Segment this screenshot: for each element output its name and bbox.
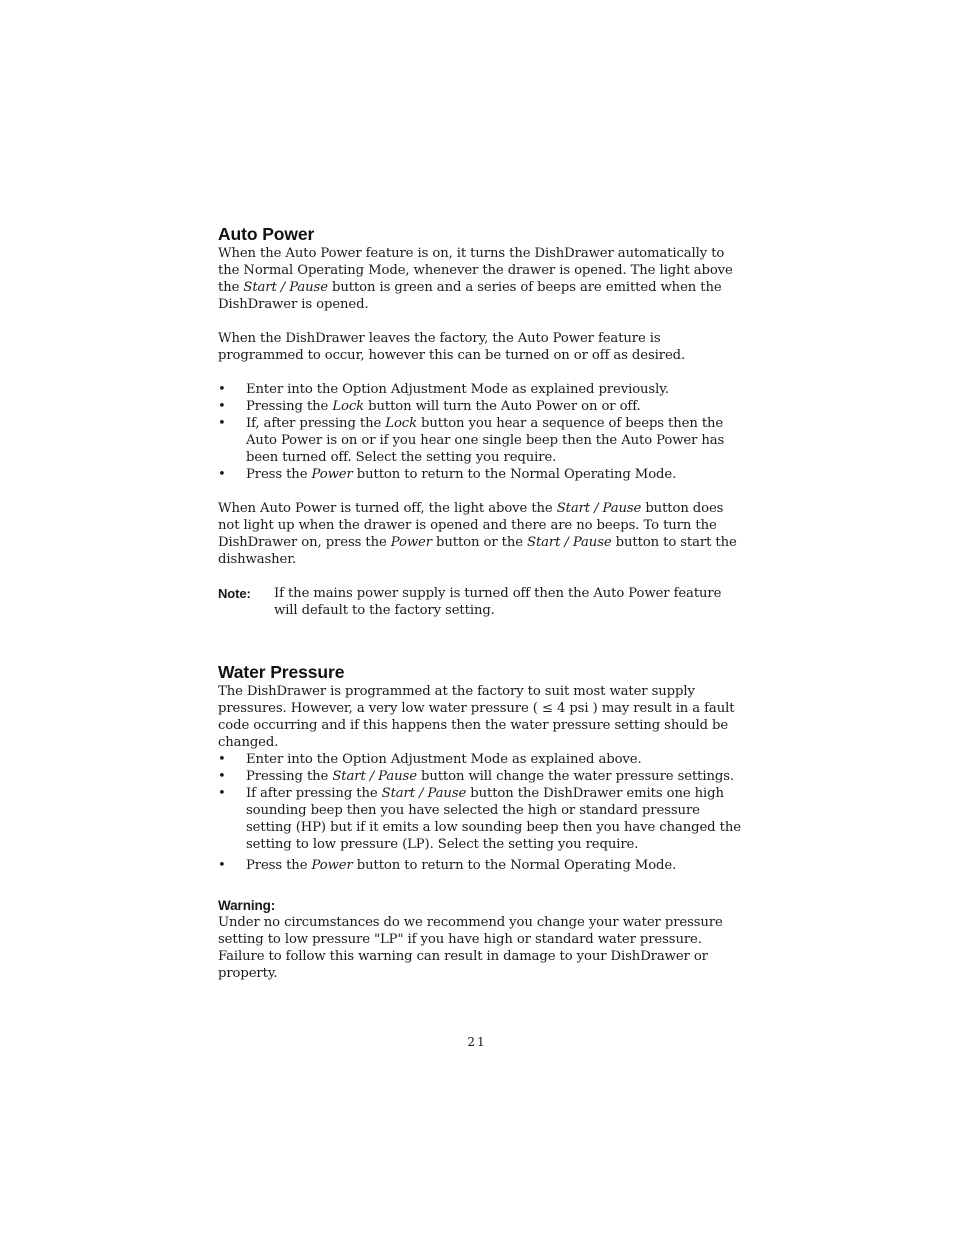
note-block <box>218 585 742 619</box>
auto-power-intro: When the Auto Power feature is on, it turns the DishDrawer automatically to the Normal Operating Mode, whenever the drawer is opened. The light above the Start / Pause button is green and a series of beeps are emitted when the DishDrawer is opened. <box>218 246 733 312</box>
list-item: • If, after pressing the Lock button you hear a sequence of beeps then the Auto Power is on or if you hear one single beep then the Auto Power has been turned off. Select the setting you require. <box>218 416 725 465</box>
warning-heading: Warning: <box>218 898 276 913</box>
list-item: • Pressing the Start / Pause button will change the water pressure settings. <box>218 769 734 784</box>
note-label: Note: <box>218 586 251 601</box>
water-pressure-intro: The DishDrawer is programmed at the factory to suit most water supply pressures. However, a very low water pressure ( ≤ 4 psi ) may result in a fault code occurring and if this happens then the water pressure setting should be changed. <box>218 684 735 750</box>
list-item: • Enter into the Option Adjustment Mode as explained previously. <box>218 382 669 397</box>
list-item: • Pressing the Lock button will turn the Auto Power on or off. <box>218 399 641 414</box>
auto-power-heading: Auto Power <box>218 224 315 244</box>
auto-power-off-paragraph: When Auto Power is turned off, the light above the Start / Pause button does not light up when the drawer is opened and there are no beeps. To turn the DishDrawer on, press the Power button or the Start / Pause button to start the dishwasher. <box>218 501 737 567</box>
warning-text: Under no circumstances do we recommend you change your water pressure setting to low pressure "LP" if you have high or standard water pressure. Failure to follow this warning can result in damage to your DishDrawer or property. <box>218 915 723 981</box>
page-number: 21 <box>467 1035 487 1049</box>
list-item: • Press the Power button to return to the Normal Operating Mode. <box>218 467 677 482</box>
page-content <box>218 224 742 982</box>
auto-power-steps <box>218 381 742 483</box>
list-item: • Press the Power button to return to the Normal Operating Mode. <box>218 858 677 873</box>
list-item: • If after pressing the Start / Pause button the DishDrawer emits one high sounding beep then you have selected the high or standard pressure setting (HP) but if it emits a low sounding beep then you have changed the setting to low pressure (LP). Select the setting you require. <box>218 786 741 852</box>
auto-power-factory-paragraph: When the DishDrawer leaves the factory, the Auto Power feature is programmed to occur, however this can be turned on or off as desired. <box>218 331 686 363</box>
list-item: • Enter into the Option Adjustment Mode as explained above. <box>218 752 642 767</box>
water-pressure-heading: Water Pressure <box>218 662 345 682</box>
note-text: If the mains power supply is turned off then the Auto Power feature will default to the factory setting. <box>274 586 722 618</box>
water-pressure-steps <box>218 751 742 874</box>
